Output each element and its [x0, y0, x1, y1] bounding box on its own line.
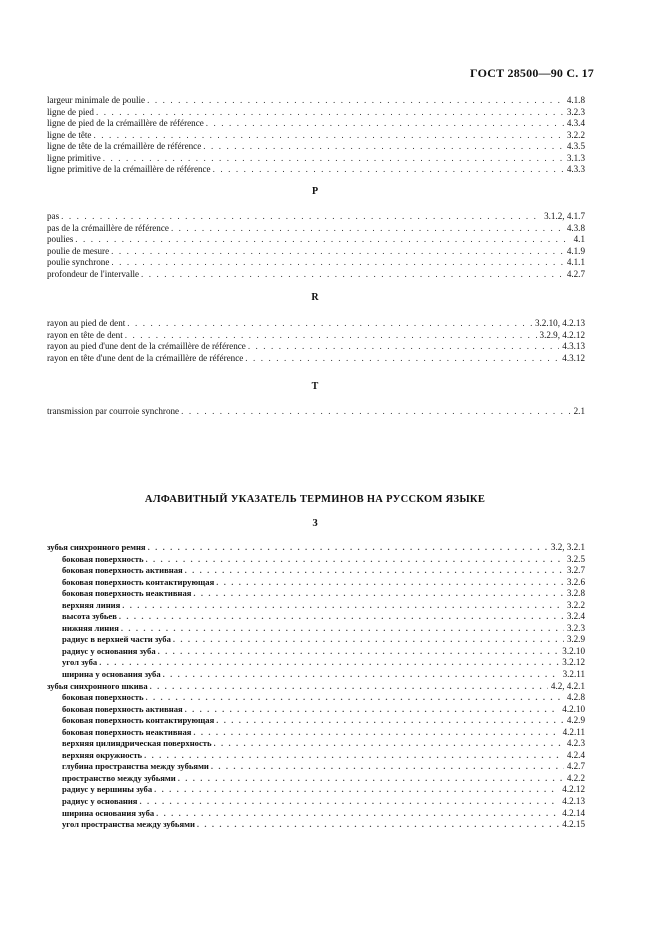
dot-leader — [96, 107, 564, 119]
dot-leader — [214, 738, 564, 750]
entry-ref: 4.1 — [573, 234, 585, 245]
entry-term: rayon au pied de dent — [47, 318, 126, 328]
index-entry — [47, 223, 585, 235]
dot-leader — [156, 808, 559, 820]
dot-leader — [178, 773, 564, 785]
entry-ref: 3.2.9 — [566, 634, 585, 645]
dot-leader — [61, 211, 541, 223]
index-entry — [47, 406, 585, 418]
entry-ref: 3.2.9, 4.2.12 — [539, 329, 585, 340]
dot-leader — [122, 600, 564, 612]
section-letter-t: T — [311, 381, 319, 392]
entry-ref: 4.2.7 — [566, 761, 585, 772]
entry-ref: 4.2.14 — [562, 807, 585, 818]
index-entry — [47, 164, 585, 176]
entry-term: ligne de tête — [47, 129, 92, 140]
entry-ref: 4.3.12 — [562, 352, 585, 363]
entry-ref: 4.2.10 — [562, 703, 585, 714]
entry-ref: 4.3.3 — [566, 164, 585, 175]
entry-term: ligne de pied — [47, 106, 94, 117]
entry-ref: 3.2.3 — [566, 622, 585, 633]
entry-term: ширина основания зуба — [62, 807, 155, 818]
index-subentry — [47, 796, 585, 808]
index-entry — [47, 269, 585, 281]
dot-leader — [193, 588, 563, 600]
entry-term: pas de la crémaillère de référence — [47, 222, 169, 233]
index-entry — [47, 118, 585, 130]
dot-leader — [99, 657, 559, 669]
entry-term: pas — [47, 211, 60, 221]
entry-ref: 4.1.1 — [566, 257, 585, 268]
index-section-r — [47, 318, 585, 364]
index-entry — [47, 95, 585, 107]
index-entry — [47, 318, 585, 330]
index-section-z — [47, 542, 585, 831]
dot-leader — [119, 611, 564, 623]
dot-leader — [146, 692, 564, 704]
dot-leader — [127, 318, 532, 330]
dot-leader — [185, 704, 560, 716]
entry-ref: 3.2.6 — [566, 576, 585, 587]
dot-leader — [181, 406, 571, 418]
entry-ref: 4.2.12 — [562, 784, 585, 795]
entry-term: угол зуба — [62, 657, 98, 668]
entry-term: боковая поверхность — [62, 692, 144, 703]
entry-term: боковая поверхность неактивная — [62, 588, 192, 599]
entry-term: боковая поверхность контактирующая — [62, 576, 215, 587]
entry-term: зубья синхронного ремня — [47, 542, 146, 552]
entry-term: боковая поверхность неактивная — [62, 726, 192, 737]
index-entry — [47, 211, 585, 223]
section-letter-r: R — [311, 292, 319, 303]
dot-leader — [139, 796, 559, 808]
dot-leader — [171, 223, 564, 235]
index-subentry — [47, 600, 585, 612]
index-subentry — [47, 588, 585, 600]
entry-term: rayon au pied d'une dent de la crémaillère de référence — [47, 341, 246, 352]
entry-term: poulie de mesure — [47, 245, 110, 256]
entry-ref: 4.1.9 — [566, 245, 585, 256]
entry-ref: 4.2.7 — [566, 268, 585, 279]
section-letter-z: З — [312, 518, 318, 529]
index-entry — [47, 234, 585, 246]
index-section-p — [47, 211, 585, 280]
index-subentry — [47, 646, 585, 658]
entry-term: largeur minimale de poulie — [47, 95, 146, 105]
dot-leader — [141, 269, 564, 281]
index-subentry — [47, 750, 585, 762]
entry-ref: 3.2.4 — [566, 611, 585, 622]
dot-leader — [146, 554, 564, 566]
index-subentry — [47, 565, 585, 577]
entry-term: transmission par courroie synchrone — [47, 406, 180, 416]
dot-leader — [144, 750, 564, 762]
entry-ref: 3.2.3 — [566, 106, 585, 117]
index-entry — [47, 330, 585, 342]
entry-ref: 3.2.7 — [566, 565, 585, 576]
index-subentry — [47, 773, 585, 785]
dot-leader — [121, 623, 564, 635]
entry-term: ligne primitive — [47, 152, 101, 163]
russian-index-title: АЛФАВИТНЫЙ УКАЗАТЕЛЬ ТЕРМИНОВ НА РУССКОМ ЯЗЫКЕ — [144, 494, 486, 505]
index-subentry — [47, 669, 585, 681]
dot-leader — [111, 246, 564, 258]
entry-term: ligne primitive de la crémaillère de référence — [47, 164, 211, 175]
index-entry — [47, 257, 585, 269]
index-subentry — [47, 761, 585, 773]
index-subentry — [47, 634, 585, 646]
index-section-t — [47, 406, 585, 418]
index-subentry — [47, 738, 585, 750]
entry-ref: 4.2.11 — [562, 726, 585, 737]
entry-term: радиус у основания — [62, 796, 138, 807]
index-subentry — [47, 577, 585, 589]
entry-ref: 4.2.13 — [562, 796, 585, 807]
entry-ref: 4.2.9 — [566, 715, 585, 726]
entry-term: радиус у вершины зуба — [62, 784, 153, 795]
entry-term: пространство между зубьями — [62, 772, 176, 783]
entry-ref: 3.2, 3.2.1 — [550, 542, 585, 552]
entry-term: глубина пространства между зубьями — [62, 761, 209, 772]
dot-leader — [103, 153, 564, 165]
entry-ref: 4.2.3 — [566, 738, 585, 749]
entry-ref: 3.2.2 — [566, 129, 585, 140]
entry-ref: 3.1.2, 4.1.7 — [544, 211, 585, 221]
entry-ref: 3.2.11 — [562, 669, 585, 680]
entry-ref: 4.2.4 — [566, 749, 585, 760]
entry-term: ligne de tête de la crémaillère de référence — [47, 141, 202, 152]
entry-ref: 3.2.12 — [562, 657, 585, 668]
dot-leader — [193, 727, 559, 739]
entry-term: нижняя линия — [62, 622, 119, 633]
entry-term: радиус у основания зуба — [62, 645, 156, 656]
entry-ref: 4.3.13 — [562, 341, 585, 352]
dot-leader — [147, 95, 564, 107]
index-subentry — [47, 819, 585, 831]
entry-term: ligne de pied de la crémaillère de référence — [47, 118, 204, 129]
index-entry — [47, 681, 585, 693]
entry-term: верхняя линия — [62, 599, 121, 610]
index-subentry — [47, 611, 585, 623]
dot-leader — [248, 341, 559, 353]
dot-leader — [245, 353, 559, 365]
entry-ref: 4.3.5 — [566, 141, 585, 152]
entry-term: ширина у основания зуба — [62, 669, 161, 680]
entry-term: высота зубьев — [62, 611, 117, 622]
dot-leader — [93, 130, 563, 142]
index-entry — [47, 107, 585, 119]
index-entry — [47, 542, 585, 554]
entry-term: зубья синхронного шкива — [47, 680, 148, 691]
entry-ref: 3.2.10 — [562, 645, 585, 656]
entry-term: боковая поверхность — [62, 553, 144, 564]
entry-ref: 3.2.5 — [566, 553, 585, 564]
dot-leader — [197, 819, 559, 831]
entry-ref: 4.3.8 — [566, 222, 585, 233]
entry-term: верхняя цилиндрическая поверхность — [62, 738, 212, 749]
index-subentry — [47, 715, 585, 727]
entry-term: profondeur de l'intervalle — [47, 268, 140, 279]
dot-leader — [111, 257, 563, 269]
dot-leader — [203, 141, 564, 153]
entry-ref: 3.1.3 — [566, 152, 585, 163]
index-entry — [47, 141, 585, 153]
entry-ref: 4.2.8 — [566, 692, 585, 703]
entry-ref: 4.2.15 — [562, 819, 585, 830]
dot-leader — [158, 646, 560, 658]
dot-leader — [154, 784, 559, 796]
index-entry — [47, 153, 585, 165]
index-section-l — [47, 95, 585, 176]
index-subentry — [47, 784, 585, 796]
entry-term: rayon en tête de dent — [47, 329, 123, 340]
index-entry — [47, 130, 585, 142]
dot-leader — [75, 234, 570, 246]
index-entry — [47, 353, 585, 365]
page-header: ГОСТ 28500—90 С. 17 — [470, 66, 594, 80]
index-subentry — [47, 657, 585, 669]
index-subentry — [47, 554, 585, 566]
dot-leader — [163, 669, 560, 681]
dot-leader — [216, 577, 564, 589]
section-letter-p: P — [311, 186, 319, 197]
index-entry — [47, 341, 585, 353]
dot-leader — [148, 542, 548, 554]
entry-ref: 4.2, 4.2.1 — [550, 680, 585, 691]
entry-term: боковая поверхность активная — [62, 565, 183, 576]
entry-term: радиус в верхней части зуба — [62, 634, 171, 645]
dot-leader — [185, 565, 564, 577]
entry-ref: 3.2.8 — [566, 588, 585, 599]
index-entry — [47, 246, 585, 258]
dot-leader — [216, 715, 564, 727]
dot-leader — [173, 634, 564, 646]
entry-ref: 4.1.8 — [566, 95, 585, 105]
index-subentry — [47, 727, 585, 739]
index-subentry — [47, 704, 585, 716]
dot-leader — [213, 164, 564, 176]
index-subentry — [47, 623, 585, 635]
entry-term: угол пространства между зубьями — [62, 819, 195, 830]
index-subentry — [47, 808, 585, 820]
entry-term: верхняя окружность — [62, 749, 143, 760]
dot-leader — [150, 681, 548, 693]
dot-leader — [211, 761, 564, 773]
entry-ref: 4.3.4 — [566, 118, 585, 129]
entry-ref: 3.2.2 — [566, 599, 585, 610]
entry-term: rayon en tête d'une dent de la crémaillère de référence — [47, 352, 244, 363]
entry-ref: 2.1 — [573, 406, 585, 416]
entry-ref: 4.2.2 — [566, 772, 585, 783]
entry-term: боковая поверхность контактирующая — [62, 715, 215, 726]
dot-leader — [206, 118, 564, 130]
entry-term: poulies — [47, 234, 74, 245]
index-subentry — [47, 692, 585, 704]
entry-term: боковая поверхность активная — [62, 703, 183, 714]
dot-leader — [125, 330, 537, 342]
entry-ref: 3.2.10, 4.2.13 — [534, 318, 585, 328]
entry-term: poulie synchrone — [47, 257, 110, 268]
